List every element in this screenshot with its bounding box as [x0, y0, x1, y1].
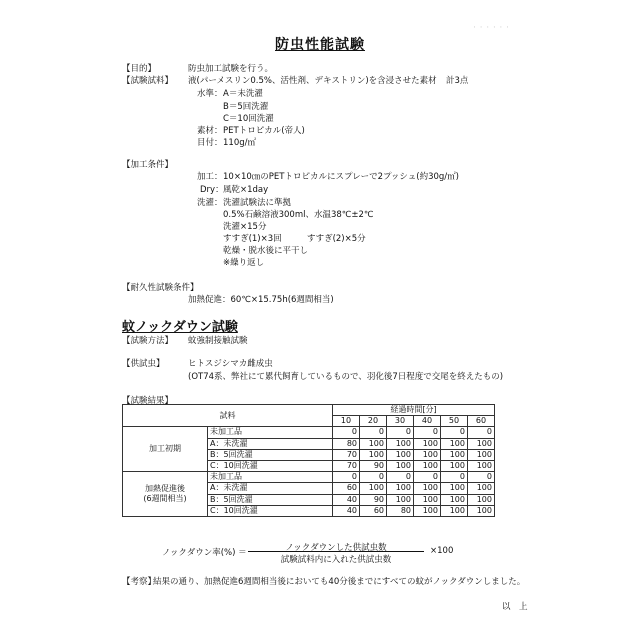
rinse-2: すすぎ(2)×5分	[307, 234, 366, 244]
value-cell: 100	[387, 449, 414, 460]
results-label: 【試験結果】	[122, 396, 174, 406]
value-cell: 100	[468, 494, 495, 505]
sample-count: 計3点	[446, 76, 469, 86]
value-cell: 60	[333, 483, 360, 494]
sample-name-cell: C：10回洗濯	[208, 505, 333, 516]
faint-header-text: ・ ・ ・ ・ ・ ・	[472, 25, 510, 31]
value-cell: 40	[333, 505, 360, 516]
group-subname: (6週間相当)	[143, 494, 187, 503]
value-cell: 0	[414, 427, 441, 438]
fraction-line	[248, 551, 424, 552]
value-cell: 100	[468, 438, 495, 449]
value-cell: 100	[414, 483, 441, 494]
value-cell: 100	[360, 438, 387, 449]
sample-text: 液(パーメスリン0.5%、活性剤、デキストリン)を含浸させた素材	[188, 76, 437, 86]
value-cell: 100	[360, 483, 387, 494]
rinse-1: すすぎ(1)×3回	[223, 234, 282, 244]
value-cell: 90	[360, 460, 387, 471]
sample-label: 【試験試料】	[122, 76, 174, 86]
value-cell: 100	[441, 505, 468, 516]
purpose-text: 防虫加工試験を行う。	[188, 64, 274, 74]
formula-denominator: 試験試料内に入れた供試虫数	[280, 555, 392, 565]
knockdown-heading: 蚊ノックダウン試験	[122, 320, 238, 335]
value-cell: 0	[441, 427, 468, 438]
col-time-header: 経過時間[分]	[333, 405, 495, 416]
level-label: 水準：	[197, 89, 223, 99]
repeat-note: ※繰り返し	[223, 258, 265, 268]
value-cell: 100	[360, 449, 387, 460]
sample-name-cell: 未加工品	[208, 472, 333, 483]
value-cell: 0	[468, 472, 495, 483]
value-cell: 100	[441, 483, 468, 494]
sample-name-cell: C：10回洗濯	[208, 460, 333, 471]
level-b: B＝5回洗濯	[223, 102, 269, 112]
value-cell: 0	[468, 427, 495, 438]
value-cell: 100	[468, 483, 495, 494]
group-name: 加熱促進後	[145, 484, 185, 493]
value-cell: 100	[468, 449, 495, 460]
dry-value: 風乾×1day	[223, 185, 269, 195]
insect-label: 【供試虫】	[122, 359, 165, 369]
value-cell: 100	[468, 460, 495, 471]
page-title: 防虫性能試験	[275, 37, 365, 53]
sample-name-cell: B：5回洗濯	[208, 494, 333, 505]
value-cell: 100	[468, 505, 495, 516]
value-cell: 0	[360, 472, 387, 483]
value-cell: 100	[414, 494, 441, 505]
conclusion-text: 結果の通り、加熱促進6週間相当後においても40分後までにすべての蚊がノックダウンしました。	[153, 577, 526, 587]
wash-line-1: 洗濯試験法に準拠	[223, 198, 292, 208]
formula-multiplier: ×100	[430, 546, 454, 556]
dry-label: Dry：	[200, 185, 224, 195]
level-c: C＝10回洗濯	[223, 114, 274, 124]
results-table	[122, 404, 495, 517]
sample-name-cell: B：5回洗濯	[208, 449, 333, 460]
insect-text: ヒトスジシマカ雌成虫	[188, 359, 273, 369]
level-a: A＝未洗濯	[223, 89, 263, 99]
method-text: 蚊強制接触試験	[188, 336, 248, 346]
wash-line-2: 0.5%石鹸溶液300ml、水温38℃±2℃	[223, 210, 374, 220]
wash-label: 洗濯：	[197, 198, 223, 208]
sample-name-cell: 未加工品	[208, 427, 333, 438]
value-cell: 100	[441, 460, 468, 471]
time-header: 40	[414, 416, 441, 427]
group-name-cell	[123, 427, 208, 472]
material-label: 素材：	[197, 126, 223, 136]
value-cell: 70	[333, 460, 360, 471]
time-header: 50	[441, 416, 468, 427]
value-cell: 80	[387, 505, 414, 516]
group-name: 加工初期	[149, 444, 181, 454]
value-cell: 0	[333, 472, 360, 483]
value-cell: 100	[387, 438, 414, 449]
conclusion-label: 【考察】	[122, 577, 157, 587]
proc-value: 10×10㎝のPETトロピカルにスプレーで2プッシュ(約30g/㎡)	[223, 172, 459, 182]
value-cell: 0	[441, 472, 468, 483]
purpose-label: 【目的】	[122, 64, 157, 74]
value-cell: 100	[441, 449, 468, 460]
table-row	[123, 427, 495, 438]
value-cell: 100	[441, 494, 468, 505]
time-header: 60	[468, 416, 495, 427]
value-cell: 40	[333, 494, 360, 505]
value-cell: 0	[387, 472, 414, 483]
value-cell: 100	[387, 494, 414, 505]
group-name-cell	[123, 472, 208, 517]
value-cell: 100	[441, 438, 468, 449]
weight-label: 目付：	[197, 138, 223, 148]
wash-line-3: 洗濯×15分	[223, 222, 267, 232]
weight-value: 110g/㎡	[223, 138, 256, 148]
value-cell: 0	[333, 427, 360, 438]
value-cell: 60	[360, 505, 387, 516]
group-heated	[123, 472, 495, 517]
dry-flat: 乾燥・脱水後に平干し	[223, 246, 309, 256]
formula-numerator: ノックダウンした供試虫数	[285, 543, 387, 553]
time-header: 20	[360, 416, 387, 427]
time-header: 10	[333, 416, 360, 427]
table-header-row	[123, 405, 495, 416]
durability-label: 【耐久性試験条件】	[122, 283, 199, 293]
table-row	[123, 472, 495, 483]
value-cell: 70	[333, 449, 360, 460]
value-cell: 80	[333, 438, 360, 449]
processing-label: 【加工条件】	[122, 160, 174, 170]
time-header: 30	[387, 416, 414, 427]
value-cell: 100	[414, 449, 441, 460]
sample-name-cell: A：未洗濯	[208, 483, 333, 494]
sample-name-cell: A：未洗濯	[208, 438, 333, 449]
value-cell: 100	[414, 460, 441, 471]
value-cell: 100	[387, 460, 414, 471]
value-cell: 100	[387, 483, 414, 494]
value-cell: 90	[360, 494, 387, 505]
value-cell: 0	[360, 427, 387, 438]
end-mark: 以 上	[502, 602, 528, 612]
value-cell: 100	[414, 438, 441, 449]
value-cell: 0	[414, 472, 441, 483]
durability-text: 加熱促進：60℃×15.75h(6週間相当)	[188, 295, 334, 305]
group-initial	[123, 427, 495, 472]
proc-label: 加工：	[197, 172, 223, 182]
insect-note: (OT74系、弊社にて累代飼育しているもので、羽化後7日程度で交尾を終えたもの)	[188, 372, 504, 382]
material-value: PETトロピカル(帝人)	[223, 126, 305, 136]
col-sample-header: 試料	[123, 405, 333, 427]
method-label: 【試験方法】	[122, 336, 174, 346]
value-cell: 100	[414, 505, 441, 516]
formula-lhs: ノックダウン率(%) ＝	[162, 548, 247, 558]
value-cell: 0	[387, 427, 414, 438]
